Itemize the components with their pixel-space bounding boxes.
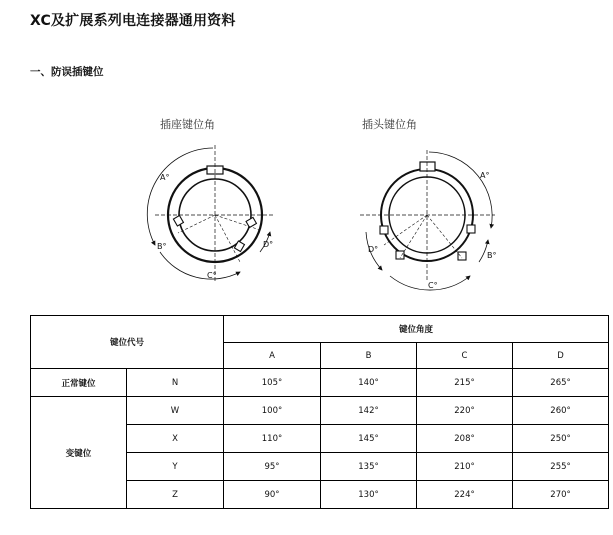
receptacle-label-b: B° [157, 242, 167, 251]
key-code: W [127, 397, 224, 425]
receptacle-diagram [147, 145, 275, 282]
receptacle-caption: 插座键位角 [160, 118, 215, 131]
angle-cell: 90° [224, 481, 321, 509]
angle-cell: 215° [417, 369, 513, 397]
angle-cell: 210° [417, 453, 513, 481]
table-row [31, 369, 609, 397]
angle-cell: 130° [321, 481, 417, 509]
angle-cell: 250° [513, 425, 609, 453]
angle-cell: 95° [224, 453, 321, 481]
angle-cell: 270° [513, 481, 609, 509]
angle-cell: 100° [224, 397, 321, 425]
key-code: X [127, 425, 224, 453]
column-a-header: A [224, 343, 321, 369]
column-b-header: B [321, 343, 417, 369]
angle-cell: 105° [224, 369, 321, 397]
plug-label-a: A° [480, 171, 490, 180]
key-angle-header: 键位角度 [224, 316, 609, 343]
angle-cell: 142° [321, 397, 417, 425]
angle-cell: 260° [513, 397, 609, 425]
plug-caption: 插头键位角 [362, 118, 417, 131]
page-title: XC及扩展系列电连接器通用资料 [30, 13, 236, 29]
angle-cell: 265° [513, 369, 609, 397]
variant-group-label: 变键位 [31, 397, 127, 509]
angle-cell: 255° [513, 453, 609, 481]
plug-label-b: B° [487, 251, 497, 260]
column-c-header: C [417, 343, 513, 369]
key-code: Y [127, 453, 224, 481]
angle-cell: 208° [417, 425, 513, 453]
angle-cell: 224° [417, 481, 513, 509]
receptacle-label-d: D° [263, 240, 274, 249]
normal-group-label: 正常键位 [31, 369, 127, 397]
plug-label-c: C° [428, 281, 438, 290]
section-heading: 一、防误插键位 [30, 66, 104, 78]
receptacle-label-a: A° [160, 173, 170, 182]
angle-cell: 135° [321, 453, 417, 481]
receptacle-label-c: C° [207, 271, 217, 280]
angle-cell: 145° [321, 425, 417, 453]
angle-cell: 110° [224, 425, 321, 453]
key-code-header: 键位代号 [31, 316, 224, 369]
key-code: Z [127, 481, 224, 509]
table-row [31, 397, 609, 425]
plug-label-d: D° [368, 245, 379, 254]
column-d-header: D [513, 343, 609, 369]
plug-diagram [360, 150, 495, 290]
key-code: N [127, 369, 224, 397]
angle-cell: 140° [321, 369, 417, 397]
key-angle-table [30, 315, 609, 509]
angle-cell: 220° [417, 397, 513, 425]
